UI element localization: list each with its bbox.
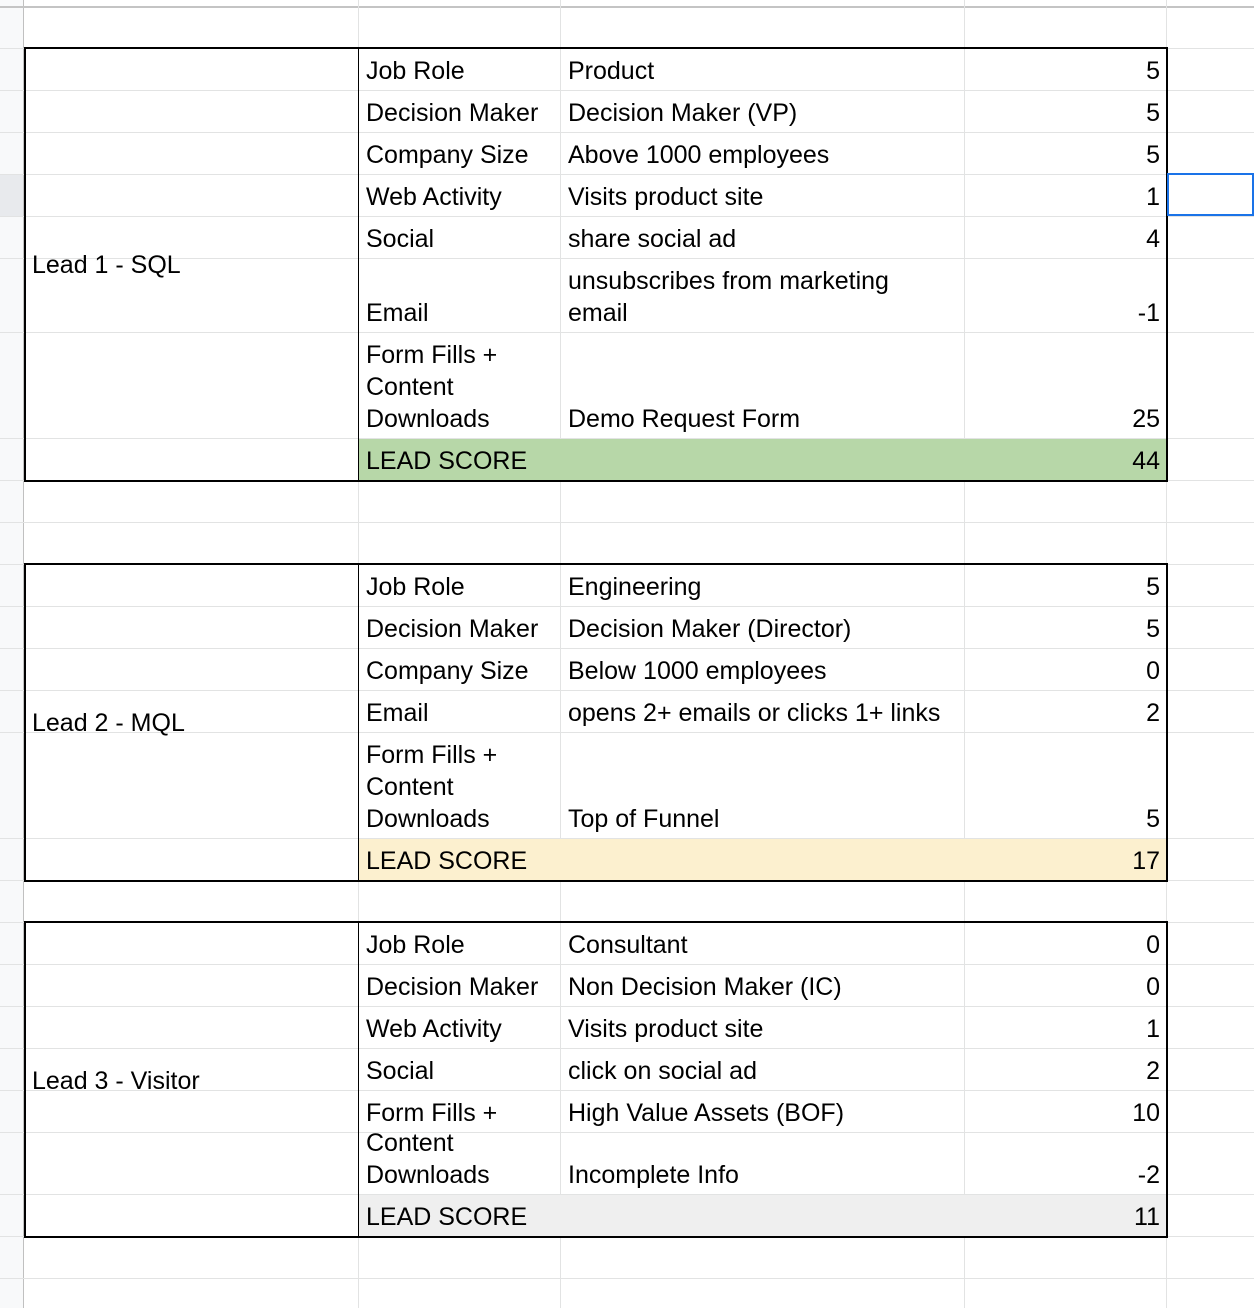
lead-3-points[interactable]: 0 (1146, 931, 1160, 959)
lead-2-points[interactable]: 2 (1146, 699, 1160, 727)
lead-2-criterion[interactable]: Decision Maker (366, 615, 539, 643)
lead-2-points[interactable]: 5 (1146, 573, 1160, 601)
lead-3-value[interactable]: Non Decision Maker (IC) (568, 973, 842, 1001)
lead-2-points[interactable]: 5 (1146, 615, 1160, 643)
lead-3-value[interactable]: High Value Assets (BOF) (568, 1099, 845, 1127)
lead-1-points[interactable]: 5 (1146, 141, 1160, 169)
lead-1-value[interactable]: Demo Request Form (568, 405, 801, 433)
lead-1-value[interactable]: Decision Maker (VP) (568, 99, 798, 127)
lead-1-value[interactable]: Above 1000 employees (568, 141, 830, 169)
lead-1-criterion-line1[interactable]: Form Fills + (366, 341, 498, 369)
lead-1-points[interactable]: -1 (1137, 299, 1160, 327)
lead-3-points[interactable]: 0 (1146, 973, 1160, 1001)
lead-2-inner-border (358, 564, 359, 880)
lead-3-criterion-line1[interactable]: Form Fills + (366, 1099, 498, 1127)
lead-1-value-line2[interactable]: email (568, 299, 628, 327)
lead-1-criterion[interactable]: Email (366, 299, 429, 327)
lead-1-criterion[interactable]: Web Activity (366, 183, 502, 211)
lead-3-criterion[interactable]: Job Role (366, 931, 465, 959)
lead-2-criterion[interactable]: Job Role (366, 573, 465, 601)
lead-1-criterion-line3[interactable]: Downloads (366, 405, 490, 433)
lead-3-criterion[interactable]: Social (366, 1057, 435, 1085)
lead-3-points[interactable]: 10 (1132, 1099, 1160, 1127)
lead-2-points[interactable]: 0 (1146, 657, 1160, 685)
lead-3-title[interactable]: Lead 3 - Visitor (32, 1067, 200, 1095)
lead-1-value[interactable]: share social ad (568, 225, 737, 253)
lead-1-points[interactable]: 5 (1146, 57, 1160, 85)
lead-3-criterion[interactable]: Decision Maker (366, 973, 539, 1001)
lead-3-criterion-line2[interactable]: Content (366, 1129, 454, 1157)
lead-3-criterion-line3[interactable]: Downloads (366, 1161, 490, 1189)
lead-1-criterion[interactable]: Decision Maker (366, 99, 539, 127)
lead-3-points[interactable]: 1 (1146, 1015, 1160, 1043)
lead-3-value[interactable]: click on social ad (568, 1057, 757, 1085)
selected-cell-outline[interactable] (1167, 173, 1254, 216)
lead-1-inner-border (358, 48, 359, 480)
lead-2-criterion-line3[interactable]: Downloads (366, 805, 490, 833)
lead-1-points[interactable]: 5 (1146, 99, 1160, 127)
lead-2-criterion[interactable]: Email (366, 699, 429, 727)
lead-1-criterion[interactable]: Job Role (366, 57, 465, 85)
lead-2-value[interactable]: opens 2+ emails or clicks 1+ links (568, 699, 941, 727)
lead-3-points[interactable]: 2 (1146, 1057, 1160, 1085)
row-header-selected[interactable] (0, 174, 24, 216)
lead-1-points[interactable]: 25 (1132, 405, 1160, 433)
lead-2-score-label[interactable]: LEAD SCORE (366, 847, 528, 875)
lead-1-title[interactable]: Lead 1 - SQL (32, 251, 181, 279)
lead-3-criterion[interactable]: Web Activity (366, 1015, 502, 1043)
lead-2-criterion-line2[interactable]: Content (366, 773, 454, 801)
lead-2-title[interactable]: Lead 2 - MQL (32, 709, 185, 737)
lead-1-value[interactable]: Product (568, 57, 655, 85)
lead-3-value[interactable]: Consultant (568, 931, 688, 959)
lead-2-value[interactable]: Top of Funnel (568, 805, 720, 833)
lead-2-points[interactable]: 5 (1146, 805, 1160, 833)
lead-1-points[interactable]: 4 (1146, 225, 1160, 253)
lead-1-points[interactable]: 1 (1146, 183, 1160, 211)
lead-2-criterion[interactable]: Company Size (366, 657, 529, 685)
lead-1-criterion[interactable]: Social (366, 225, 435, 253)
lead-2-value[interactable]: Decision Maker (Director) (568, 615, 852, 643)
lead-3-points[interactable]: -2 (1137, 1161, 1160, 1189)
lead-3-score-label[interactable]: LEAD SCORE (366, 1203, 528, 1231)
lead-1-score-label[interactable]: LEAD SCORE (366, 447, 528, 475)
lead-3-inner-border (358, 922, 359, 1236)
lead-1-criterion-line2[interactable]: Content (366, 373, 454, 401)
lead-1-score[interactable]: 44 (1132, 447, 1160, 475)
lead-3-value[interactable]: Visits product site (568, 1015, 764, 1043)
lead-1-value-line1[interactable]: unsubscribes from marketing (568, 267, 889, 295)
lead-2-value[interactable]: Engineering (568, 573, 702, 601)
lead-1-value[interactable]: Visits product site (568, 183, 764, 211)
lead-2-criterion-line1[interactable]: Form Fills + (366, 741, 498, 769)
lead-1-criterion[interactable]: Company Size (366, 141, 529, 169)
lead-3-score[interactable]: 11 (1134, 1203, 1160, 1231)
lead-2-value[interactable]: Below 1000 employees (568, 657, 827, 685)
lead-3-value[interactable]: Incomplete Info (568, 1161, 739, 1189)
lead-2-score[interactable]: 17 (1132, 847, 1160, 875)
frozen-row-divider (0, 6, 1254, 8)
